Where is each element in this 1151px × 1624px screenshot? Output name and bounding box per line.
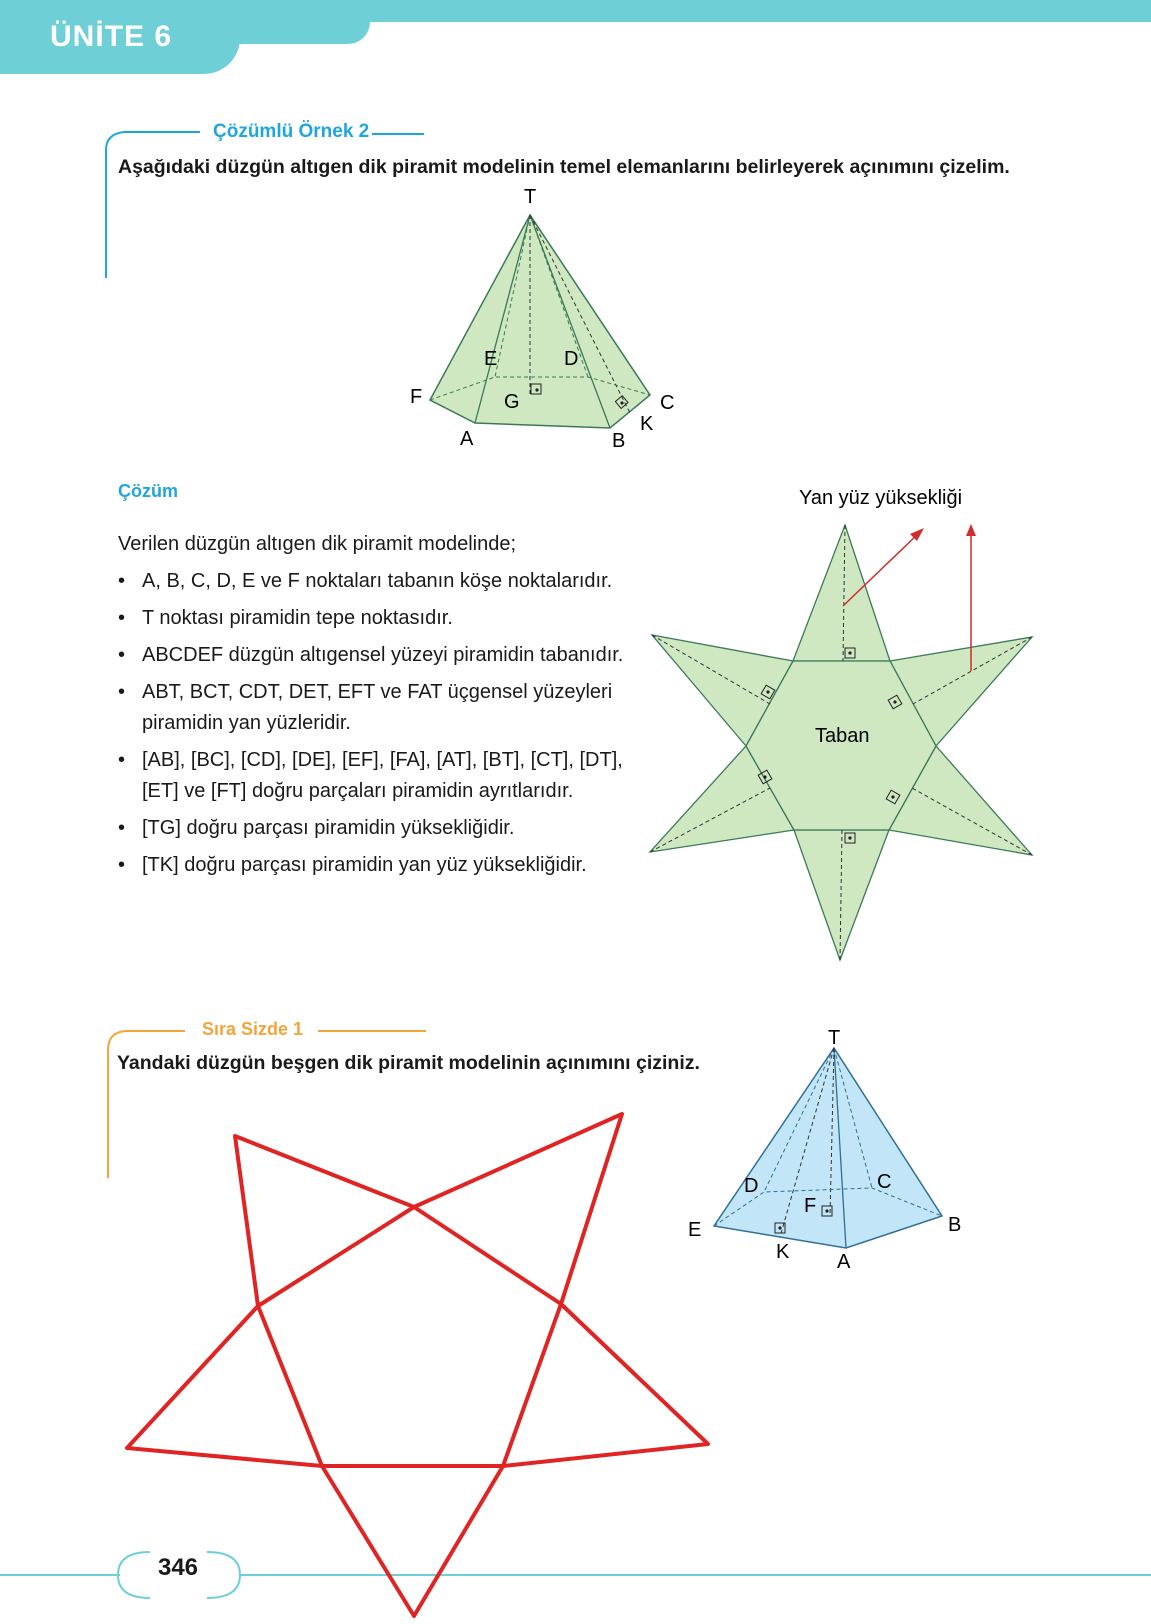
label-D: D (744, 1175, 759, 1197)
label-D: D (564, 348, 579, 370)
solution-intro: Verilen düzgün altıgen dik piramit modelinde; (118, 533, 517, 555)
star-outline (127, 1114, 708, 1616)
lateral-height-label: Yan yüz yüksekliği (799, 487, 963, 509)
exercise-question: Yandaki düzgün beşgen dik piramit modelinin açınımını çiziniz. (117, 1052, 700, 1074)
label-K: K (776, 1241, 790, 1263)
bullet-item: • ABT, BCT, CDT, DET, EFT ve FAT üçgensel yüzeyleri piramidin yan yüzleridir. (118, 677, 648, 739)
exercise-title: Sıra Sizde 1 (202, 1019, 304, 1039)
label-C: C (877, 1171, 892, 1193)
label-E: E (484, 348, 498, 370)
label-C: C (660, 392, 675, 414)
bullet-item: • T noktası piramidin tepe noktasıdır. (118, 603, 648, 634)
bullet-item: • [TK] doğru parçası piramidin yan yüz yüksekliğidir. (118, 850, 648, 881)
bullet-item: • A, B, C, D, E ve F noktaları tabanın köşe noktalarıdır. (118, 566, 648, 597)
label-T: T (828, 1027, 841, 1049)
label-B: B (948, 1214, 962, 1236)
label-E: E (688, 1219, 702, 1241)
label-K: K (640, 413, 654, 435)
label-F: F (410, 386, 423, 408)
example-question: Aşağıdaki düzgün altıgen dik piramit modelinin temel elemanlarını belirleyerek açınımını çizelim. (118, 156, 1010, 178)
label-T: T (524, 186, 537, 208)
bullet-item: • ABCDEF düzgün altıgensel yüzeyi piramidin tabanıdır. (118, 640, 648, 671)
label-A: A (837, 1251, 851, 1273)
label-G: G (504, 391, 520, 413)
bullet-item: • [TG] doğru parçası piramidin yüksekliğidir. (118, 813, 648, 844)
label-F: F (804, 1195, 817, 1217)
star-inner-pentagon (258, 1207, 561, 1466)
unit-label: ÜNİTE 6 (50, 20, 173, 53)
label-B: B (612, 430, 626, 452)
label-A: A (460, 428, 474, 450)
example-title: Çözümlü Örnek 2 (213, 121, 370, 142)
bullet-item: • [AB], [BC], [CD], [DE], [EF], [FA], [AT], [BT], [CT], [DT], [ET] ve [FT] doğru parçaları piramidin ayrıtlarıdır. (118, 745, 648, 807)
solution-title: Çözüm (118, 481, 178, 501)
base-label: Taban (815, 725, 870, 747)
page-number: 346 (157, 1554, 199, 1581)
